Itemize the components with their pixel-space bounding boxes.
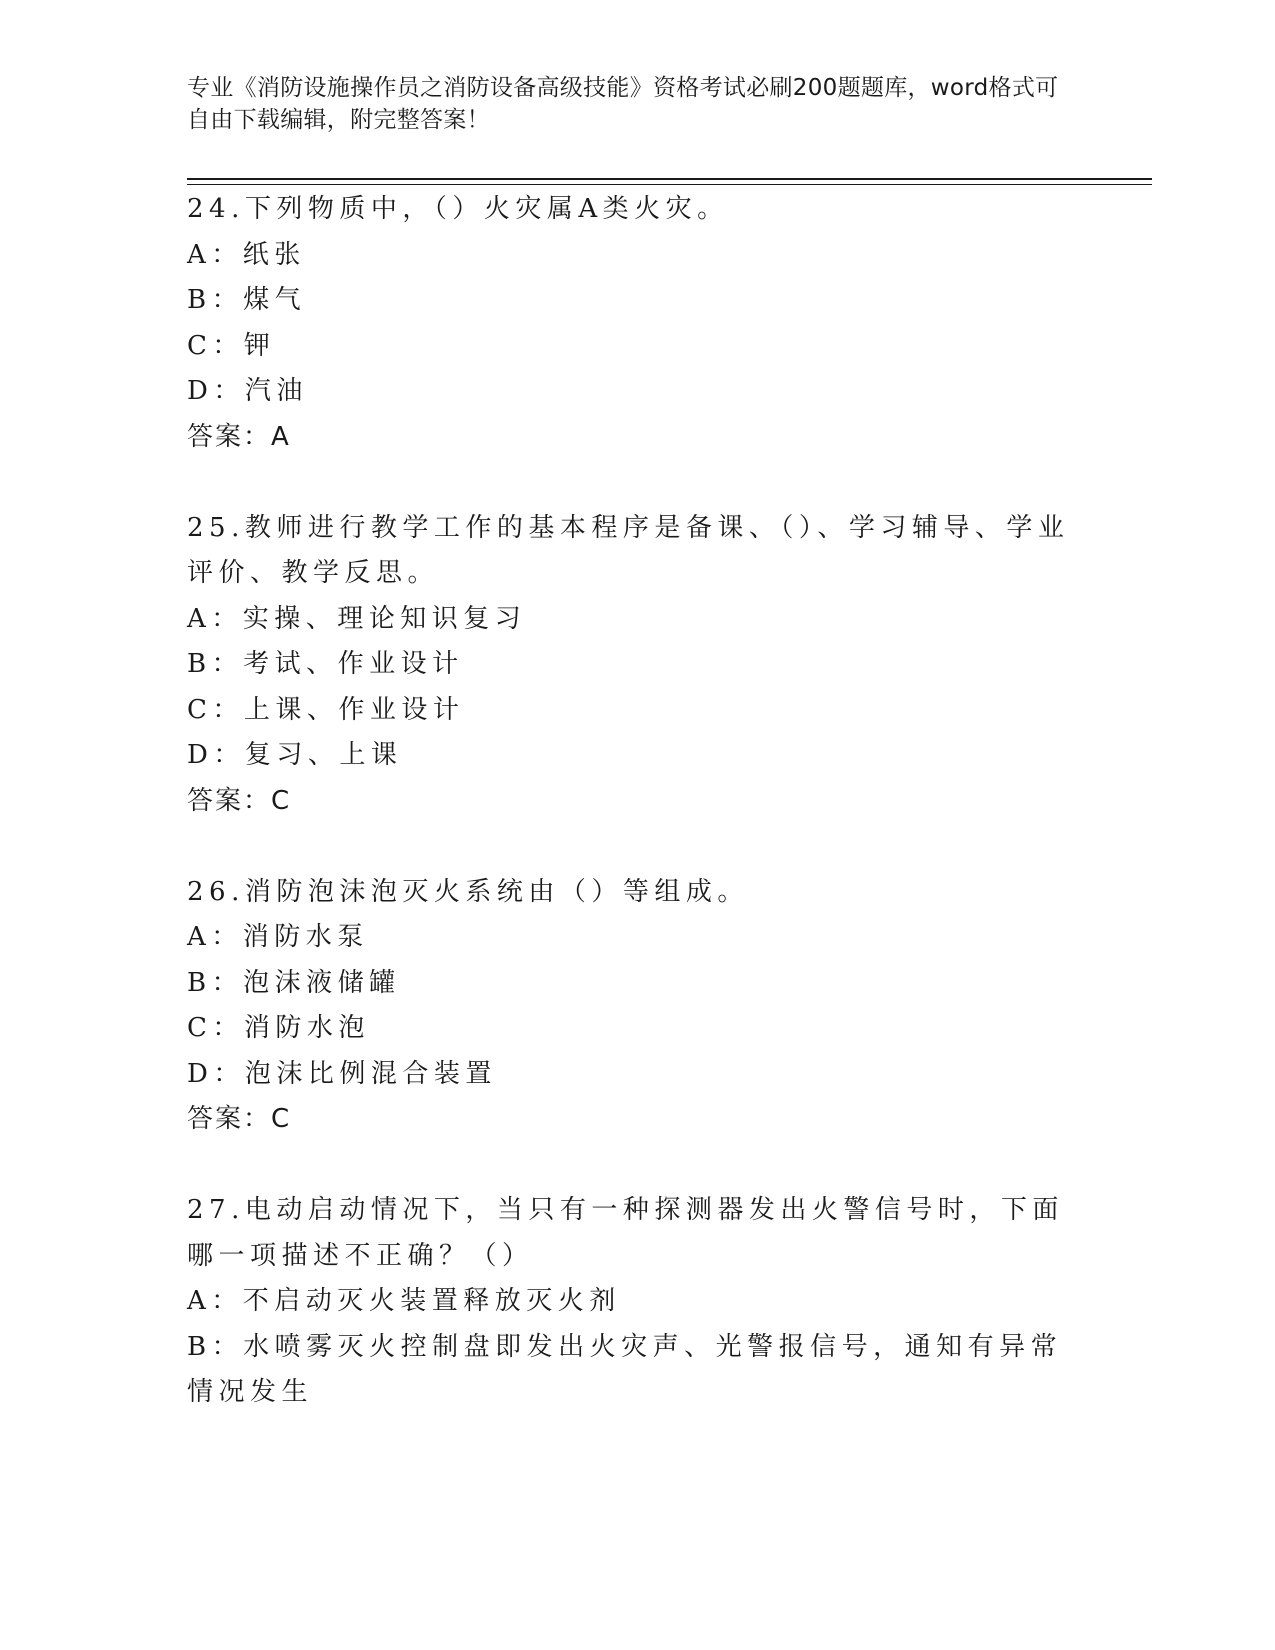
option-a: A：实操、理论知识复习 — [187, 603, 527, 634]
question-stem: 25.教师进行教学工作的基本程序是备课、（）、学习辅导、学业评价、教学反思。 — [187, 512, 1070, 588]
question-26 — [187, 870, 1087, 1143]
answer: 答案：A — [187, 421, 291, 452]
option-a: A：纸张 — [187, 239, 306, 270]
question-stem: 26.消防泡沫泡灭火系统由（）等组成。 — [187, 876, 749, 907]
option-c: C：钾 — [187, 330, 276, 361]
header-divider-thin — [187, 184, 1152, 185]
question-24 — [187, 187, 1087, 460]
question-27 — [187, 1188, 1087, 1416]
option-d: D：泡沫比例混合装置 — [187, 1058, 497, 1089]
header-divider-thick — [187, 178, 1152, 180]
question-stem: 27.电动启动情况下，当只有一种探测器发出火警信号时，下面哪一项描述不正确？（） — [187, 1195, 1064, 1271]
option-b: B：泡沫液储罐 — [187, 967, 401, 998]
option-d: D：汽油 — [187, 376, 308, 406]
document-intro: 专业《消防设施操作员之消防设备高级技能》资格考试必刷200题题库，word格式可自由下载编辑，附完整答案！ — [187, 75, 1059, 133]
question-list — [187, 187, 1087, 1461]
option-d: D：复习、上课 — [187, 740, 403, 770]
question-25 — [187, 506, 1087, 825]
answer: 答案：C — [187, 1104, 292, 1134]
option-a: A：消防水泵 — [187, 922, 369, 952]
option-b: B：煤气 — [187, 285, 307, 315]
option-b: B：水喷雾灭火控制盘即发出火灾声、光警报信号，通知有异常情况发生 — [187, 1331, 1063, 1407]
option-c: C：消防水泡 — [187, 1013, 370, 1043]
option-a: A：不启动灭火装置释放灭火剂 — [187, 1286, 621, 1316]
option-c: C：上课、作业设计 — [187, 694, 465, 725]
question-stem: 24.下列物质中，（）火灾属A类火灾。 — [187, 194, 729, 224]
option-b: B：考试、作业设计 — [187, 649, 464, 679]
answer: 答案：C — [187, 785, 292, 816]
